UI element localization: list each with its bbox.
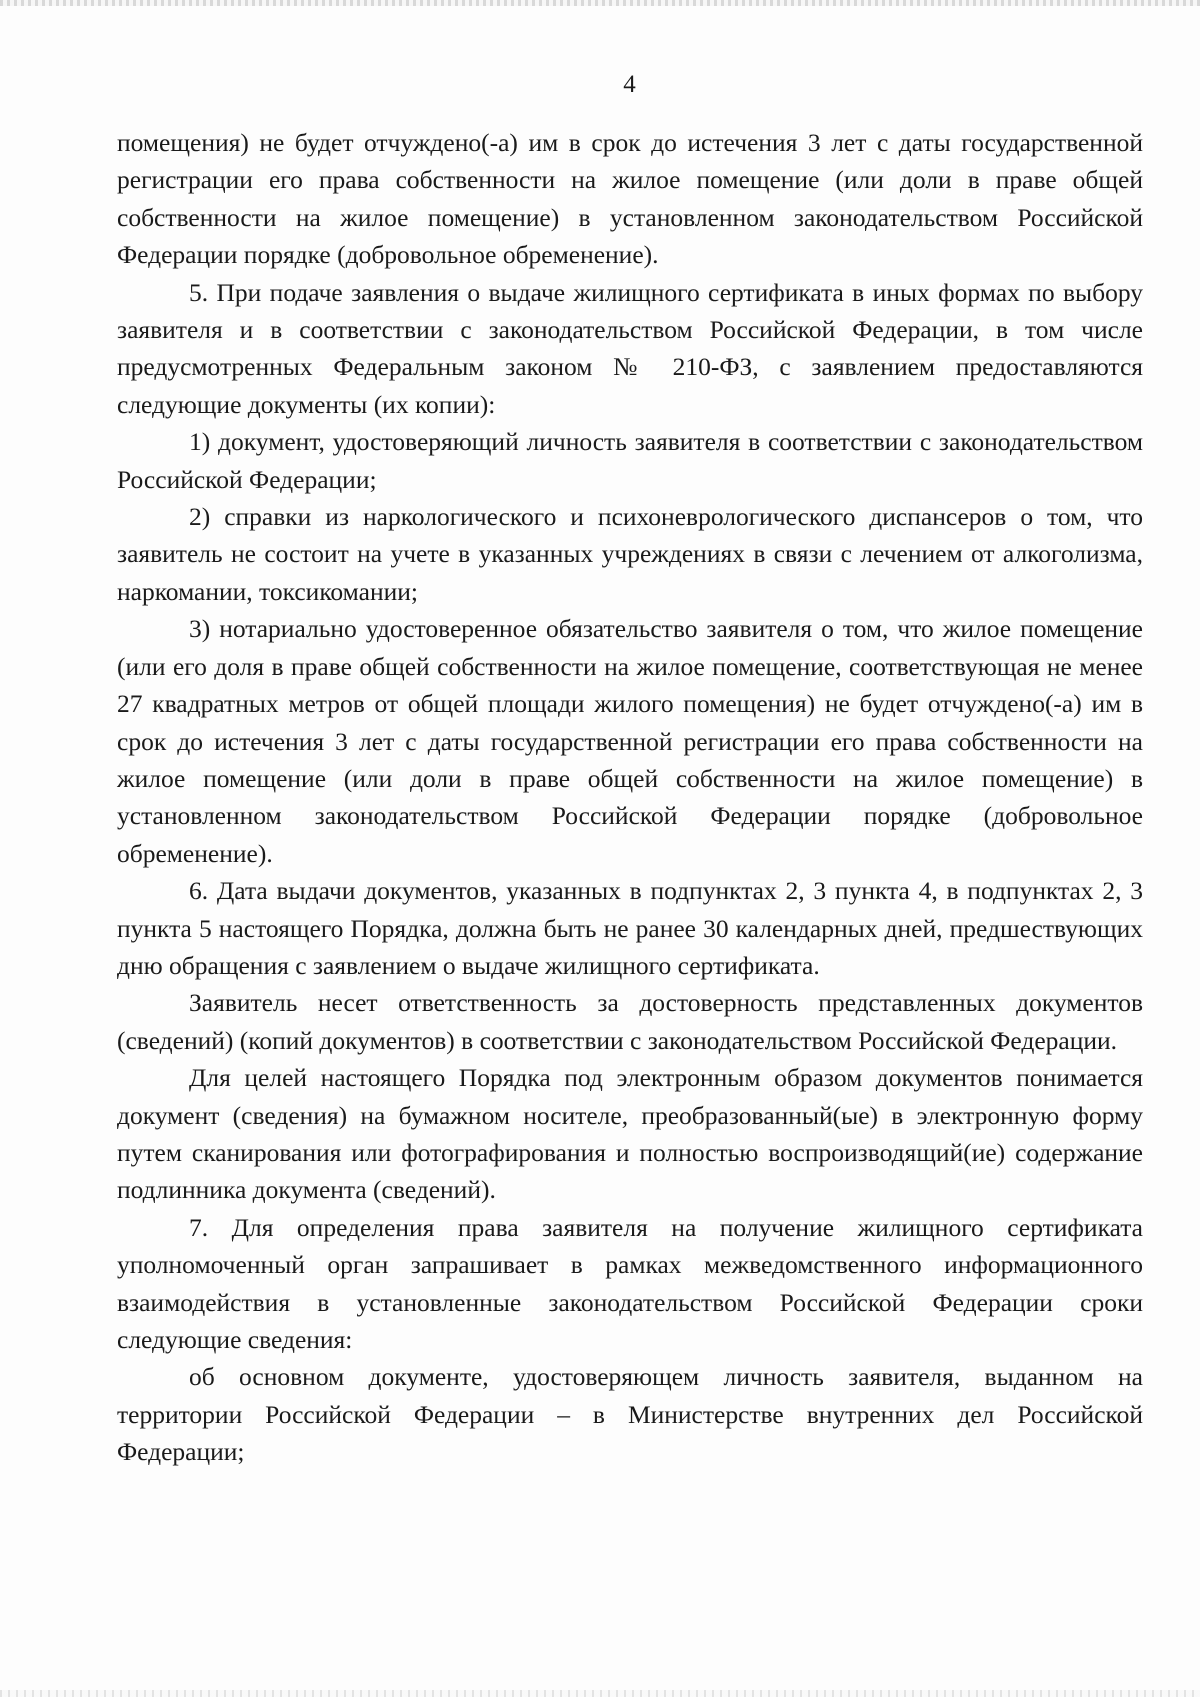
document-body — [117, 124, 1143, 1471]
paragraph-subitem-2: 2) справки из наркологического и психоневрологического диспансеров о том, что заявитель не состоит на учете в указанных учреждениях в связи с лечением от алкоголизма, наркомании, токсикомании; — [117, 502, 1143, 606]
paragraph-identity-document: об основном документе, удостоверяющем личность заявителя, выданном на территории Российской Федерации – в Министерстве внутренних дел Российской Федерации; — [117, 1362, 1143, 1467]
paragraph-responsibility: Заявитель несет ответственность за достоверность представленных документов (сведений) (копий документов) в соответствии с законодательством Российской Федерации. — [117, 988, 1143, 1055]
paragraph-continuation: помещения) не будет отчуждено(-а) им в срок до истечения 3 лет с даты государственной регистрации его права собственности на жилое помещение (или доли в праве общей собственности на жилое помещение) в установленном законодательством Российской Федерации порядке (добровольное обременение). — [117, 128, 1143, 270]
scan-edge-top — [0, 0, 1200, 6]
scan-edge-bottom — [0, 1690, 1200, 1697]
paragraph-item-5: 5. При подаче заявления о выдаче жилищного сертификата в иных формах по выбору заявителя и в соответствии с законодательством Российской Федерации, в том числе предусмотренных Федеральным законом № 210-ФЗ, с заявлением предоставляются следующие документы (их копии): — [117, 277, 1143, 419]
paragraph-item-7: 7. Для определения права заявителя на получение жилищного сертификата уполномоченный орган запрашивает в рамках межведомственного информационного взаимодействия в установленные законодательством Российской Федерации сроки следующие сведения: — [117, 1212, 1143, 1354]
paragraph-electronic-image: Для целей настоящего Порядка под электронным образом документов понимается документ (сведения) на бумажном носителе, преобразованный(ые) в электронную форму путем сканирования или фотографирования и полностью воспроизводящий(ие) содержание подлинника документа (сведений). — [117, 1063, 1143, 1205]
paragraph-subitem-1: 1) документ, удостоверяющий личность заявителя в соответствии с законодательством Российской Федерации; — [117, 427, 1143, 494]
page-number: 4 — [623, 71, 636, 98]
paragraph-item-6: 6. Дата выдачи документов, указанных в подпунктах 2, 3 пункта 4, в подпунктах 2, 3 пункта 5 настоящего Порядка, должна быть не ранее 30 календарных дней, предшествующих дню обращения с заявлением о выдаче жилищного сертификата. — [117, 876, 1143, 980]
paragraph-subitem-3: 3) нотариально удостоверенное обязательство заявителя о том, что жилое помещение (или его доля в праве общей собственности на жилое помещение, соответствующая не менее 27 квадратных метров от общей площади жилого помещения) не будет отчуждено(-а) им в срок до истечения 3 лет с даты государственной регистрации его права собственности на жилое помещение (или доли в праве общей собственности на жилое помещение) в установленном законодательством Российской Федерации порядке (добровольное обременение). — [117, 614, 1143, 868]
